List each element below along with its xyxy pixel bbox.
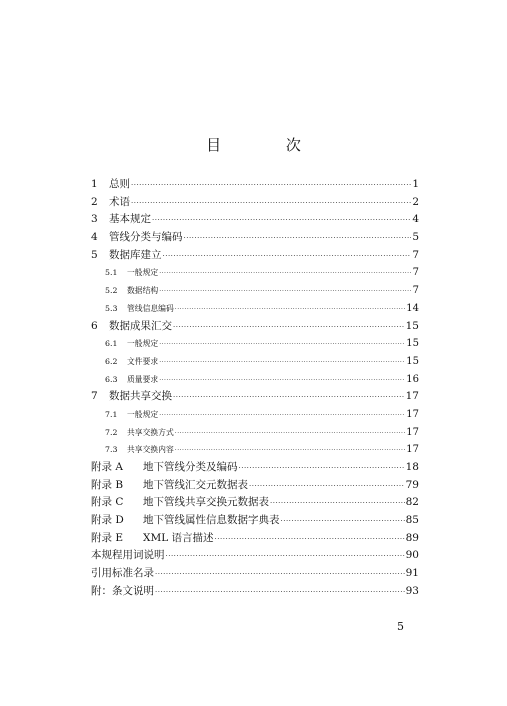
toc-entry[interactable] xyxy=(91,300,419,318)
toc-entry[interactable] xyxy=(91,211,419,229)
toc-entry[interactable] xyxy=(91,194,419,212)
toc-entry-title: 数据结构 xyxy=(127,286,159,296)
toc-entry-title: 附：条文说明 xyxy=(91,584,154,597)
toc-entry-number: 6.3 xyxy=(105,374,118,384)
dot-leader xyxy=(175,442,405,460)
toc-entry-title: 总则 xyxy=(109,178,130,190)
toc-entry[interactable] xyxy=(91,335,419,353)
toc-entry[interactable] xyxy=(91,459,419,477)
toc-entry-number: 5.3 xyxy=(105,303,118,313)
toc-entry-page: 91 xyxy=(405,567,419,580)
toc-entry-number: 5 xyxy=(91,248,98,261)
dot-leader xyxy=(131,195,411,213)
toc-entry-number: 7.3 xyxy=(105,445,118,455)
dot-leader xyxy=(281,513,405,531)
dot-leader xyxy=(166,548,405,566)
toc-entry-title: 共享交换方式 xyxy=(127,427,174,437)
toc-entry-number: 7.2 xyxy=(105,427,118,437)
toc-entry-number: 5.2 xyxy=(105,286,118,296)
dot-leader xyxy=(152,212,411,230)
toc-entry-page: 15 xyxy=(406,338,419,350)
toc-entry-title: 一般规定 xyxy=(127,409,159,419)
toc-entry-page: 7 xyxy=(412,267,419,279)
toc-entry-title: 基本规定 xyxy=(109,213,151,226)
toc-entry-page: 93 xyxy=(405,584,419,597)
toc-entry-page: 85 xyxy=(405,514,419,527)
toc-entry-page: 5 xyxy=(412,231,419,244)
toc-entry[interactable] xyxy=(91,530,419,548)
toc-entry[interactable] xyxy=(91,318,419,336)
toc-entry[interactable] xyxy=(91,583,419,601)
dot-leader xyxy=(155,566,405,584)
toc-entry-page: 79 xyxy=(405,478,419,491)
dot-leader xyxy=(131,177,411,195)
toc-entry-title: 术语 xyxy=(109,195,130,208)
page-title: 目 次 xyxy=(206,136,331,154)
toc-entry[interactable] xyxy=(91,353,419,371)
toc-entry-title: 数据成果汇交 xyxy=(109,319,172,332)
table-of-contents xyxy=(91,176,419,601)
toc-entry-page: 90 xyxy=(405,549,419,562)
dot-leader xyxy=(270,495,405,513)
toc-entry-number: 附录 D xyxy=(91,514,124,527)
toc-entry-title: 地下管线分类及编码 xyxy=(143,461,238,473)
toc-entry-title: 共享交换内容 xyxy=(127,445,174,455)
toc-entry-title: XML 语言描述 xyxy=(143,531,214,544)
dot-leader xyxy=(175,425,405,443)
dot-leader xyxy=(173,319,405,337)
toc-entry-title: 文件要求 xyxy=(127,356,159,366)
dot-leader xyxy=(159,372,405,390)
toc-entry-number: 7 xyxy=(91,390,98,403)
toc-entry-title: 地下管线属性信息数据字典表 xyxy=(143,514,280,527)
dot-leader xyxy=(184,230,412,248)
dot-leader xyxy=(215,531,405,549)
toc-entry-page: 2 xyxy=(412,195,419,208)
toc-entry-title: 地下管线共享交换元数据表 xyxy=(143,496,269,509)
toc-entry[interactable] xyxy=(91,477,419,495)
dot-leader xyxy=(159,336,405,354)
toc-entry-number: 附录 E xyxy=(91,531,124,544)
dot-leader xyxy=(239,460,405,478)
toc-entry-page: 1 xyxy=(412,178,419,190)
toc-entry-title: 一般规定 xyxy=(127,268,159,278)
toc-entry-page: 14 xyxy=(406,302,419,314)
toc-entry-page: 15 xyxy=(406,355,419,367)
toc-entry[interactable] xyxy=(91,176,419,194)
toc-entry[interactable] xyxy=(91,565,419,583)
toc-entry[interactable] xyxy=(91,247,419,265)
toc-entry-number: 2 xyxy=(91,195,98,208)
toc-entry-number: 6.1 xyxy=(105,339,118,349)
toc-entry-page: 17 xyxy=(406,426,419,438)
toc-entry-title: 质量要求 xyxy=(127,374,159,384)
dot-leader xyxy=(175,301,405,319)
dot-leader xyxy=(155,584,405,602)
toc-entry[interactable] xyxy=(91,371,419,389)
toc-entry-page: 82 xyxy=(405,496,419,509)
dot-leader xyxy=(159,354,405,372)
toc-entry-page: 17 xyxy=(406,444,419,456)
dot-leader xyxy=(173,389,405,407)
toc-entry-number: 3 xyxy=(91,213,98,226)
toc-entry[interactable] xyxy=(91,388,419,406)
toc-entry[interactable] xyxy=(91,441,419,459)
toc-entry-number: 附录 C xyxy=(91,496,124,509)
toc-entry[interactable] xyxy=(91,406,419,424)
dot-leader xyxy=(159,407,405,425)
toc-entry[interactable] xyxy=(91,282,419,300)
toc-entry[interactable] xyxy=(91,512,419,530)
page-number: 5 xyxy=(397,620,404,633)
toc-entry-title: 数据共享交换 xyxy=(109,390,172,403)
toc-entry-number: 4 xyxy=(91,231,98,244)
toc-entry-page: 17 xyxy=(406,408,419,420)
toc-entry-number: 1 xyxy=(91,178,98,190)
toc-entry-page: 17 xyxy=(405,390,419,403)
dot-leader xyxy=(159,265,411,283)
toc-entry[interactable] xyxy=(91,547,419,565)
toc-entry-title: 管线信息编码 xyxy=(127,303,174,313)
toc-entry-number: 6.2 xyxy=(105,356,118,366)
toc-entry-title: 本规程用词说明 xyxy=(91,549,165,562)
toc-entry-title: 管线分类与编码 xyxy=(109,231,183,244)
toc-entry-page: 7 xyxy=(412,248,419,261)
toc-entry-title: 数据库建立 xyxy=(109,248,162,261)
dot-leader xyxy=(159,283,411,301)
toc-entry-page: 16 xyxy=(406,373,419,385)
toc-entry-number: 5.1 xyxy=(105,268,118,278)
toc-entry-page: 15 xyxy=(405,319,419,332)
toc-entry-number: 6 xyxy=(91,319,98,332)
toc-entry-title: 一般规定 xyxy=(127,339,159,349)
toc-entry-title: 地下管线汇交元数据表 xyxy=(143,478,248,491)
dot-leader xyxy=(163,248,412,266)
toc-entry[interactable] xyxy=(91,424,419,442)
toc-entry-page: 4 xyxy=(412,213,419,226)
toc-entry[interactable] xyxy=(91,264,419,282)
toc-entry-number: 附录 A xyxy=(91,461,123,473)
toc-entry[interactable] xyxy=(91,494,419,512)
toc-entry[interactable] xyxy=(91,229,419,247)
toc-entry-page: 89 xyxy=(405,531,419,544)
dot-leader xyxy=(249,478,405,496)
toc-entry-page: 7 xyxy=(412,285,419,297)
toc-entry-number: 附录 B xyxy=(91,478,124,491)
toc-entry-number: 7.1 xyxy=(105,409,118,419)
toc-entry-page: 18 xyxy=(405,461,419,473)
toc-entry-title: 引用标准名录 xyxy=(91,567,154,580)
